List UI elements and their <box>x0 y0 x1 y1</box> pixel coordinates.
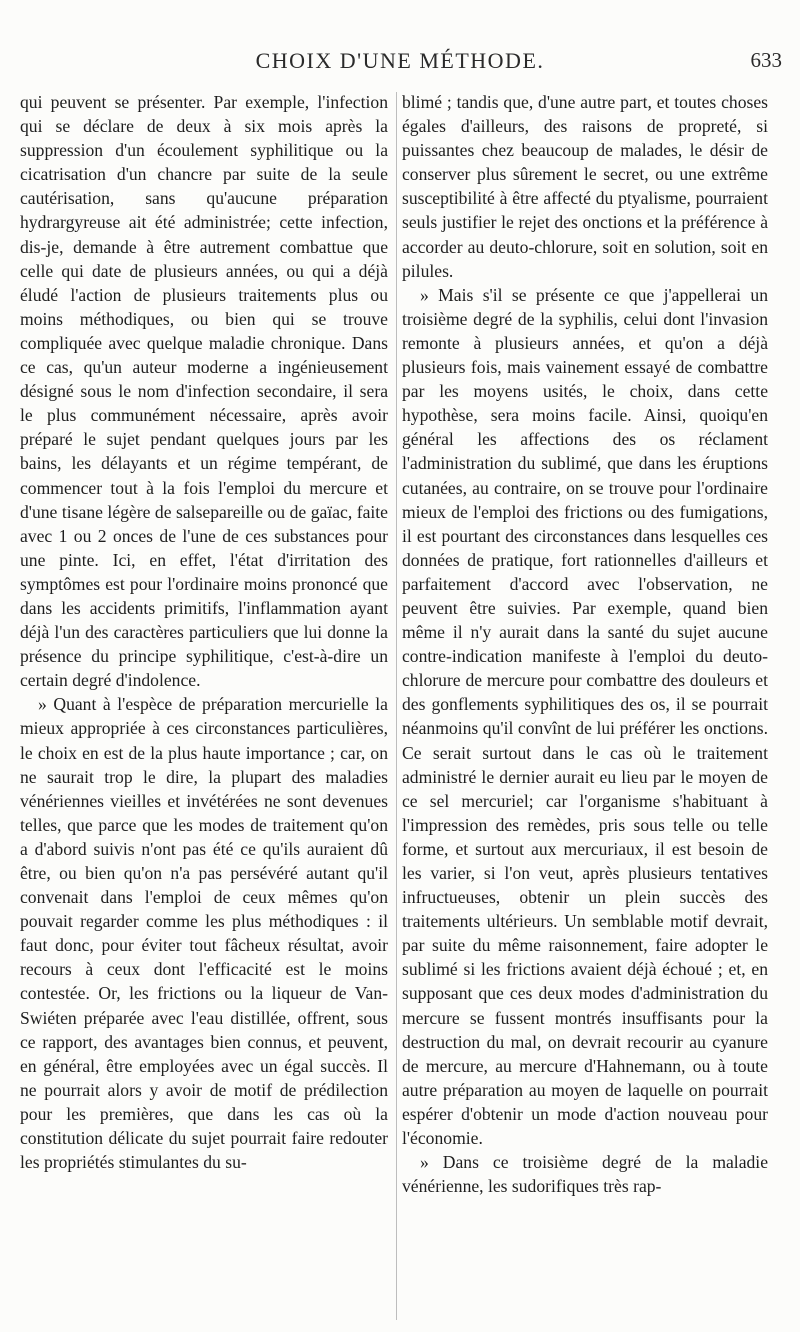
running-title: CHOIX D'UNE MÉTHODE. <box>255 48 545 73</box>
running-head <box>0 48 800 82</box>
paragraph: qui peuvent se présenter. Par exemple, l'infection qui se déclare de deux à six mois après la suppression d'un écoulement syphilitique ou la cicatrisation d'un chancre par suite de la seule cautérisation, sans qu'aucune préparation hydrargyreuse ait été administrée; cette infection, dis-je, demande à être autrement combattue que celle qui date de plusieurs années, ou qui a déjà éludé l'action de plusieurs traitements plus ou moins méthodiques, ou bien qui se trouve compliquée avec quelque maladie chronique. Dans ce cas, qu'un auteur moderne a ingénieusement désigné sous le nom d'infection secondaire, il sera le plus communément nécessaire, après avoir préparé le sujet pendant quelques jours par les bains, les délayants et un régime tempérant, de commencer tout à la fois l'emploi du mercure et d'une tisane légère de salsepareille ou de gaïac, faite avec 1 ou 2 onces de l'une de ces substances pour une pinte. Ici, en effet, l'état d'irritation des symptômes est pour l'ordinaire moins prononcé que dans les accidents primitifs, l'inflammation ayant déjà l'un des caractères particuliers que lui donne la présence du principe syphilitique, c'est-à-dire un certain degré d'indolence. <box>20 92 388 691</box>
column-divider <box>396 92 397 1320</box>
paragraph: » Dans ce troisième degré de la maladie vénérienne, les sudorifiques très rap- <box>402 1152 768 1197</box>
paragraph: » Mais s'il se présente ce que j'appellerai un troisième degré de la syphilis, celui dont l'invasion remonte à plusieurs années, et qu'on a déjà plusieurs fois, mais vainement essayé de combattre par les moyens usités, le choix, dans cette hypothèse, sera moins facile. Ainsi, quoiqu'en général les affections des os réclament l'administration du sublimé, que dans les éruptions cutanées, au contraire, on se trouve pour l'ordinaire mieux de l'emploi des frictions ou des fumigations, il est pourtant des circonstances dans lesquelles ces données de pratique, fort rationnelles d'ailleurs et parfaitement d'accord avec l'observation, ne peuvent être suivies. Par exemple, quand bien même il n'y aurait dans la santé du sujet aucune contre-indication manifeste à l'emploi du deuto-chlorure de mercure pour combattre des douleurs et des gonflements syphilitiques des os, il se pourrait néanmoins qu'il convînt de lui préférer les onctions. Ce serait surtout dans le cas où le traitement administré le dernier aurait eu lieu par le moyen de ce sel mercuriel; car l'organisme s'habituant à l'impression des remèdes, pris sous telle ou telle forme, et surtout aux mercuriaux, il est besoin de les varier, si l'on veut, après plusieurs tentatives infructueuses, obtenir un plein succès des traitements ultérieurs. Un semblable motif devrait, par suite du même raisonnement, faire adopter le sublimé si les frictions avaient déjà échoué ; et, en supposant que ces deux modes d'administration du mercure se fussent montrés insuffisants pour la destruction du mal, on devrait recourir au cyanure de mercure, au mercure d'Hahnemann, ou à toute autre préparation au moyen de laquelle on pourrait espérer d'obtenir un mode d'action nouveau pour l'économie. <box>402 284 768 1149</box>
paragraph: blimé ; tandis que, d'une autre part, et toutes choses égales d'ailleurs, des raisons de propreté, si puissantes chez beaucoup de malades, le désir de conserver plus sûrement le secret, ou une extrême susceptibilité à être affecté du ptyalisme, pourraient seuls justifier le rejet des onctions et la préférence à accorder au deuto-chlorure, soit en solution, soit en pilules. <box>402 92 768 281</box>
page-number: 633 <box>750 48 782 72</box>
left-column <box>20 90 388 1174</box>
right-column <box>402 90 768 1198</box>
paragraph: » Quant à l'espèce de préparation mercurielle la mieux appropriée à ces circonstances particulières, le choix en est de la plus haute importance ; car, on ne saurait trop le dire, la plupart des maladies vénériennes vieilles et invétérées ne sont devenues telles, que parce que les modes de traitement qu'on a d'abord suivis n'ont pas été ce qu'ils auraient dû être, ou bien qu'on n'a pas persévéré autant qu'il convenait dans l'emploi de ceux mêmes qu'on pouvait regarder comme les plus méthodiques : il faut donc, pour éviter tout fâcheux résultat, avoir recours à ceux dont l'efficacité est le moins contestée. Or, les frictions ou la liqueur de Van-Swiéten préparée avec l'eau distillée, offrent, sous ce rapport, des avantages bien connus, et peuvent, en général, être employées avec un égal succès. Il ne pourrait alors y avoir de motif de prédilection pour les premières, que dans les cas où la constitution délicate du sujet pourrait faire redouter les propriétés stimulantes du su- <box>20 694 388 1173</box>
